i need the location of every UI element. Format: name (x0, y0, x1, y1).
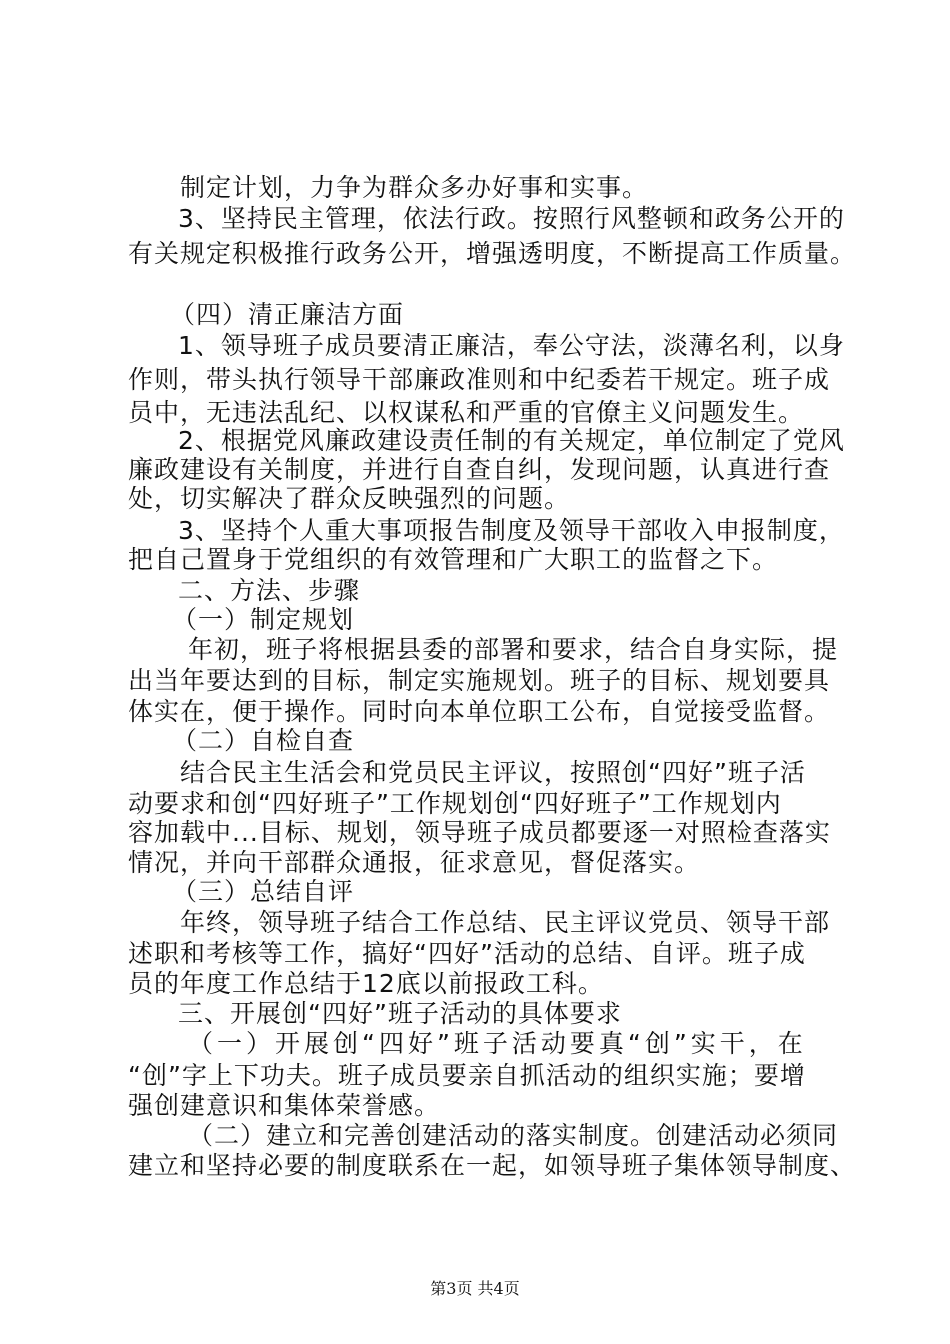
paragraph-line: 处，切实解决了群众反映强烈的问题。 (128, 484, 571, 513)
paragraph-line: “创”字上下功夫。班子成员要亲自抓活动的组织实施；要增 (128, 1061, 806, 1090)
page-footer: 第3页 共4页 (430, 1279, 520, 1298)
section-heading: （三）总结自评 (172, 877, 355, 906)
section-heading: 二、方法、步骤 (178, 576, 361, 605)
paragraph-line: 容加载中...目标、规划，领导班子成员都要逐一对照检查落实 (128, 818, 831, 847)
paragraph-line: 3、坚持民主管理，依法行政。按照行风整顿和政务公开的 (178, 204, 845, 233)
paragraph-line: 强创建意识和集体荣誉感。 (128, 1091, 441, 1120)
paragraph-line: 1、领导班子成员要清正廉洁，奉公守法，淡薄名利，以身 (178, 331, 845, 360)
paragraph-line: 有关规定积极推行政务公开，增强透明度，不断提高工作质量。 (128, 239, 857, 268)
paragraph-line: 出当年要达到的目标，制定实施规划。班子的目标、规划要具 (128, 666, 831, 695)
section-heading: （二）自检自查 (172, 726, 355, 755)
paragraph-line: 述职和考核等工作，搞好“四好”活动的总结、自评。班子成 (128, 939, 806, 968)
paragraph-line: 制定计划，力争为群众多办好事和实事。 (180, 173, 649, 202)
paragraph-line: 体实在，便于操作。同时向本单位职工公布，自觉接受监督。 (128, 697, 831, 726)
paragraph-line: 把自己置身于党组织的有效管理和广大职工的监督之下。 (128, 545, 779, 574)
paragraph-line: 3、坚持个人重大事项报告制度及领导干部收入申报制度， (178, 516, 845, 545)
paragraph-line: 年终，领导班子结合工作总结、民主评议党员、领导干部 (180, 908, 831, 937)
paragraph-line: （二）建立和完善创建活动的落实制度。创建活动必须同 (188, 1121, 839, 1150)
paragraph-line: 廉政建设有关制度，并进行自查自纠，发现问题，认真进行查 (128, 455, 831, 484)
paragraph-line: 员中，无违法乱纪、以权谋私和严重的官僚主义问题发生。 (128, 398, 805, 427)
paragraph-line: 结合民主生活会和党员民主评议，按照创“四好”班子活 (180, 758, 806, 787)
section-heading: （一）制定规划 (172, 605, 355, 634)
section-heading: 三、开展创“四好”班子活动的具体要求 (178, 999, 622, 1028)
paragraph-line: （一）开展创“四好”班子活动要真“创”实干，在 (188, 1029, 807, 1058)
paragraph-line: 建立和坚持必要的制度联系在一起，如领导班子集体领导制度、 (128, 1151, 857, 1180)
paragraph-line: 2、根据党风廉政建设责任制的有关规定，单位制定了党风 (178, 426, 845, 455)
paragraph-line: 作则，带头执行领导干部廉政准则和中纪委若干规定。班子成 (128, 365, 831, 394)
paragraph-line: 情况，并向干部群众通报，征求意见，督促落实。 (128, 848, 701, 877)
paragraph-line: 动要求和创“四好班子”工作规划创“四好班子”工作规划内 (128, 789, 782, 818)
paragraph-line: 年初，班子将根据县委的部署和要求，结合自身实际，提 (188, 635, 839, 664)
section-heading: （四）清正廉洁方面 (170, 300, 405, 329)
paragraph-line: 员的年度工作总结于12底以前报政工科。 (128, 969, 604, 998)
